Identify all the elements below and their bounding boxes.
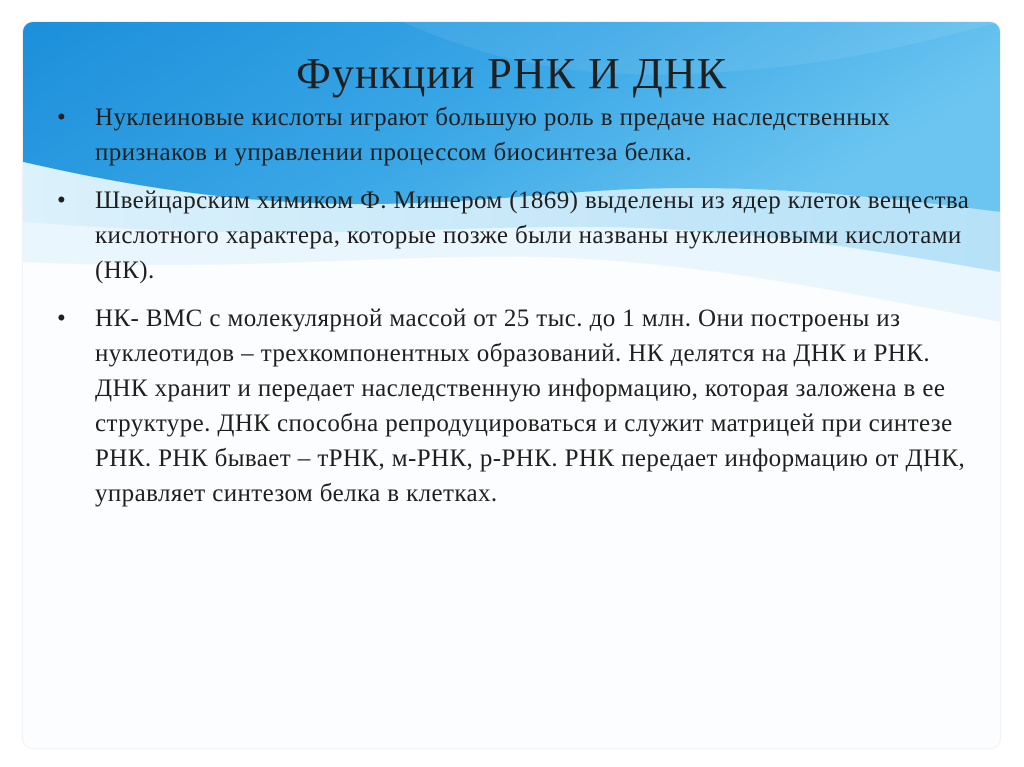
bullet-list [57, 100, 987, 524]
bullet-item [57, 100, 987, 170]
slide-title: Функции РНК И ДНК [296, 49, 727, 98]
bullet-text: Швейцарским химиком Ф. Мишером (1869) выделены из ядер клеток вещества кислотного характера, которые позже были названы нуклеиновыми кислотами (НК). [95, 187, 970, 284]
bullet-text: НК- ВМС с молекулярной массой от 25 тыс. до 1 млн. Они построены из нуклеотидов – трехкомпонентных образований. НК делятся на ДНК и РНК. ДНК хранит и передает наследственную информацию, которая заложена в ее структуре. ДНК способна репродуцироваться и служит матрицей при синтезе РНК. РНК бывает – тРНК, м-РНК, р-РНК. РНК передает информацию от ДНК, управляет синтезом белка в клетках. [95, 305, 966, 507]
slide [23, 22, 1000, 748]
bullet-text: Нуклеиновые кислоты играют большую роль в предаче наследственных признаков и управлении процессом биосинтеза белка. [95, 104, 891, 166]
bullet-symbol: • [57, 305, 67, 332]
bullet-item [57, 183, 987, 288]
bullet-symbol: • [57, 187, 67, 214]
bullet-item [57, 301, 987, 511]
bullet-symbol: • [57, 104, 67, 131]
